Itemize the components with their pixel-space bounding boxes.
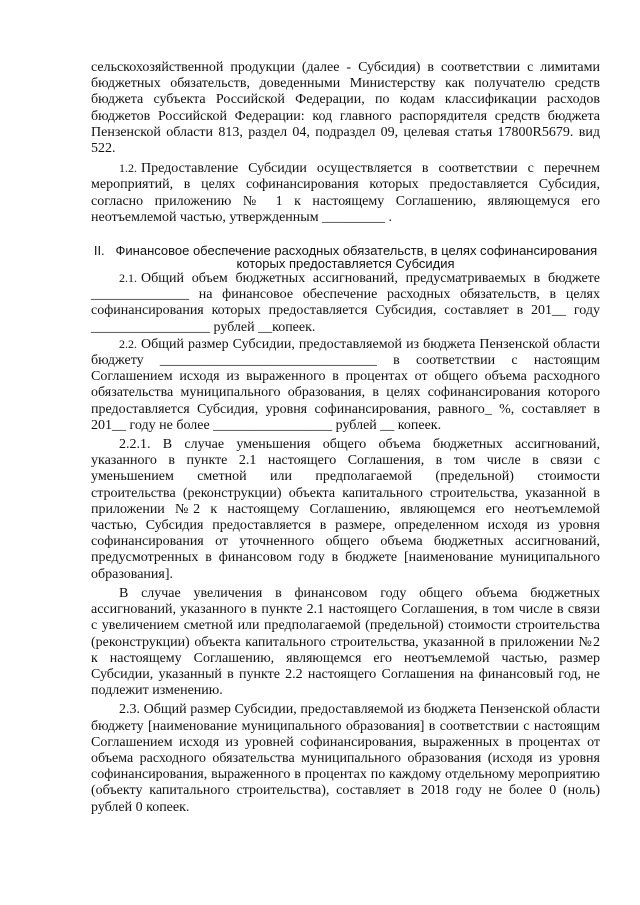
clause-text-1-2: Предоставление Субсидии осуществляется в соответствии с перечнем мероприятий, в целях софинансирования которых предоставляется Субсидия, согласно приложению № 1 к настоящему Соглашению, являющемуся его неотъемлемой частью, утвержденным _________ . <box>91 161 600 225</box>
paragraph-2-3: 2.3. Общий размер Субсидии, предоставляемой из бюджета Пензенской области бюджету [наименование муниципального образования] в соответствии с настоящим Соглашением исходя из уровней софинансирования, выраженных в процентах от объема расходного обязательства муниципального образования (исходя из уровня софинансирования, выраженного в процентах по каждому отдельному мероприятию (объекту капитального строительства), составляет в 2018 году не более 0 (ноль) рублей 0 копеек. <box>91 702 600 815</box>
paragraph-increase: В случае увеличения в финансовом году общего объема бюджетных ассигнований, указанного в пункте 2.1 настоящего Соглашения, в том числе в связи с увеличением сметной или предполагаемой (предельной) стоимости строительства (реконструкции) объекта капитального строительства, указанной в приложении №2 к настоящему Соглашению, являющемся его неотъемлемой частью, размер Субсидии, указанный в пункте 2.2 настоящего Соглашения на финансовый год, не подлежит изменению. <box>91 585 600 699</box>
paragraph-2-2 <box>91 336 600 434</box>
clause-text-2-2: Общий размер Субсидии, предоставляемой из бюджета Пензенской области бюджету _______________________________ в соответствии с настоящим Соглашением исходя из выраженного в процентах от общего объема расходного обязательства муниципального образования, в целях софинансирования которого предоставляется Субсидия, уровня софинансирования, равного_ %, составляет в 201__ году не более _________________ рублей __ копеек. <box>91 336 600 433</box>
paragraph-2-2-1: 2.2.1. В случае уменьшения общего объема бюджетных ассигнований, указанного в пункте 2.1 настоящего Соглашения, в том числе в связи с уменьшением сметной или предполагаемой (предельной) стоимости строительства (реконструкции) объекта капитального строительства, указанной в приложении №2 к настоящему Соглашению, являющемся его неотъемлемой частью, Субсидия предоставляется в размере, определенном исходя из уровня софинансирования от уточненного общего объема бюджетных ассигнований, предусмотренных в финансовом году в бюджете [наименование муниципального образования]. <box>91 437 600 582</box>
section-2-title-line2: которых предоставляется Субсидия <box>236 256 455 272</box>
clause-number-1-2: 1.2. <box>119 161 137 176</box>
clause-text-2-1: Общий объем бюджетных ассигнований, предусматриваемых в бюджете ______________ на финансовое обеспечение расходных обязательств, в целях софинансирования которых предоставляется Субсидия, составляет в 201__ году _________________ рублей __копеек. <box>91 271 600 335</box>
section-2-title <box>91 244 600 270</box>
paragraph-1-2 <box>91 160 600 226</box>
clause-number-2-2: 2.2. <box>119 336 137 351</box>
clause-number-2-1: 2.1. <box>119 271 137 286</box>
section-2-title-text: Финансовое обеспечение расходных обязательств, в целях софинансирования <box>115 243 598 259</box>
paragraph-intro: сельскохозяйственной продукции (далее - Субсидия) в соответствии с лимитами бюджетных обязательств, доведенными Министерству как получателю средств бюджета субъекта Российской Федерации, по кодам классификации расходов бюджетов Российской Федерации: код главного распорядителя средств бюджета Пензенской области 813, раздел 04, подраздел 09, целевая статья 17800R5679. вид 522. <box>91 60 600 157</box>
section-2-number: II. <box>93 243 105 259</box>
paragraph-2-1 <box>91 270 600 336</box>
